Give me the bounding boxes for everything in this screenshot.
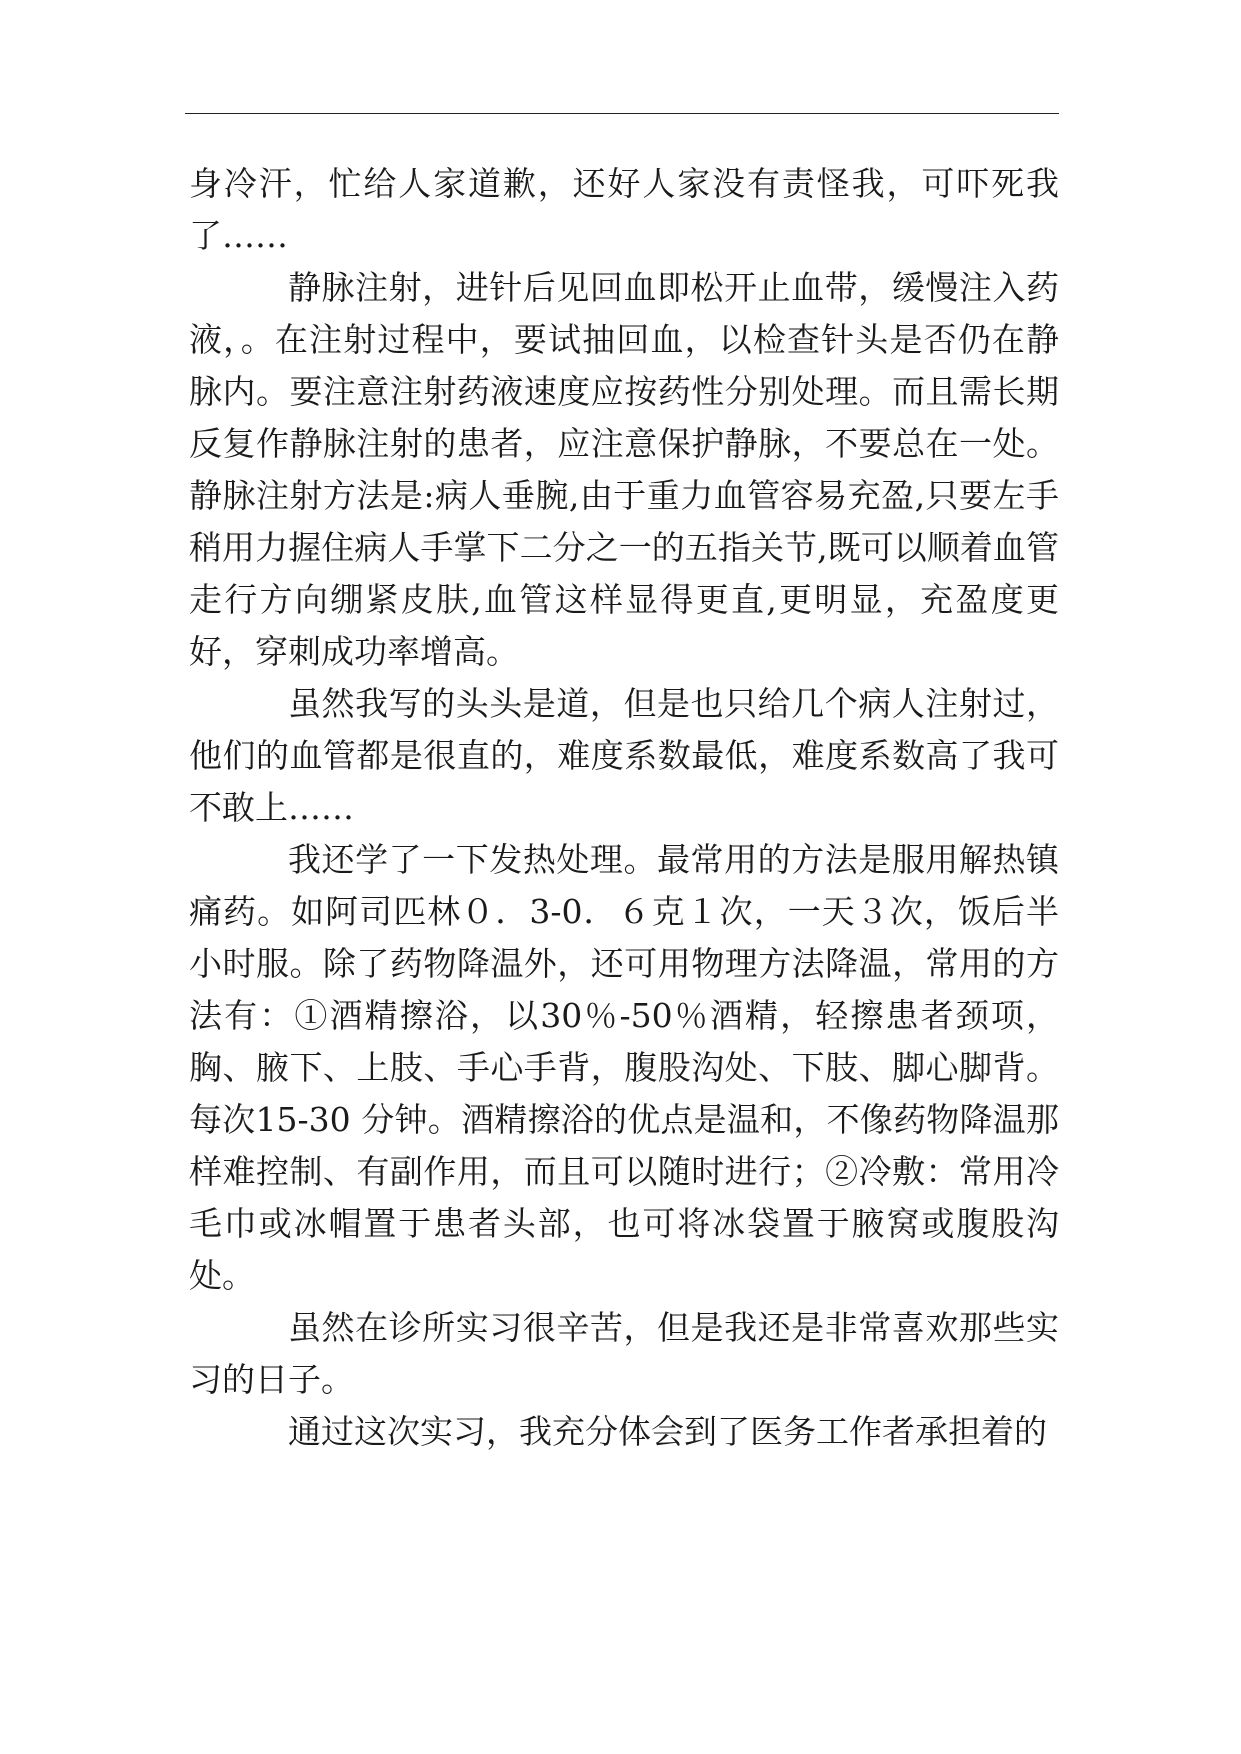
paragraph-continued: 身冷汗，忙给人家道歉，还好人家没有责怪我，可吓死我了…… [189,164,1059,255]
paragraph-fever-treatment: 我还学了一下发热处理。最常用的方法是服用解热镇痛药。如阿司匹林０．3-0．６克１次，一天３次，饭后半小时服。除了药物降温外，还可用物理方法降温，常用的方法有：①酒精擦浴，以30％-50％酒精，轻擦患者颈项，胸、腋下、上肢、手心手背，腹股沟处、下肢、脚心脚背。每次15-30 分钟。酒精擦浴的优点是温和，不像药物降温那样难控制、有副作用，而且可以随时进行；②冷敷：常用冷毛巾或冰帽置于患者头部，也可将冰袋置于腋窝或腹股沟处。 [189,840,1059,1295]
document-body [189,158,1059,1458]
paragraph-iv-injection: 静脉注射，进针后见回血即松开止血带，缓慢注入药液，。在注射过程中，要试抽回血，以检查针头是否仍在静脉内。要注意注射药液速度应按药性分别处理。而且需长期反复作静脉注射的患者，应注意保护静脉，不要总在一处。静脉注射方法是:病人垂腕,由于重力血管容易充盈,只要左手稍用力握住病人手掌下二分之一的五指关节,既可以顺着血管走行方向绷紧皮肤,血管这样显得更直,更明显，充盈度更好，穿刺成功率增高。 [189,268,1059,671]
paragraph-internship-feeling: 虽然在诊所实习很辛苦，但是我还是非常喜欢那些实习的日子。 [189,1308,1059,1399]
paragraph-conclusion-start: 通过这次实习，我充分体会到了医务工作者承担着的 [288,1412,1047,1451]
header-rule [185,113,1059,114]
paragraph-injection-reflection: 虽然我写的头头是道，但是也只给几个病人注射过，他们的血管都是很直的，难度系数最低，难度系数高了我可不敢上…… [189,684,1059,827]
